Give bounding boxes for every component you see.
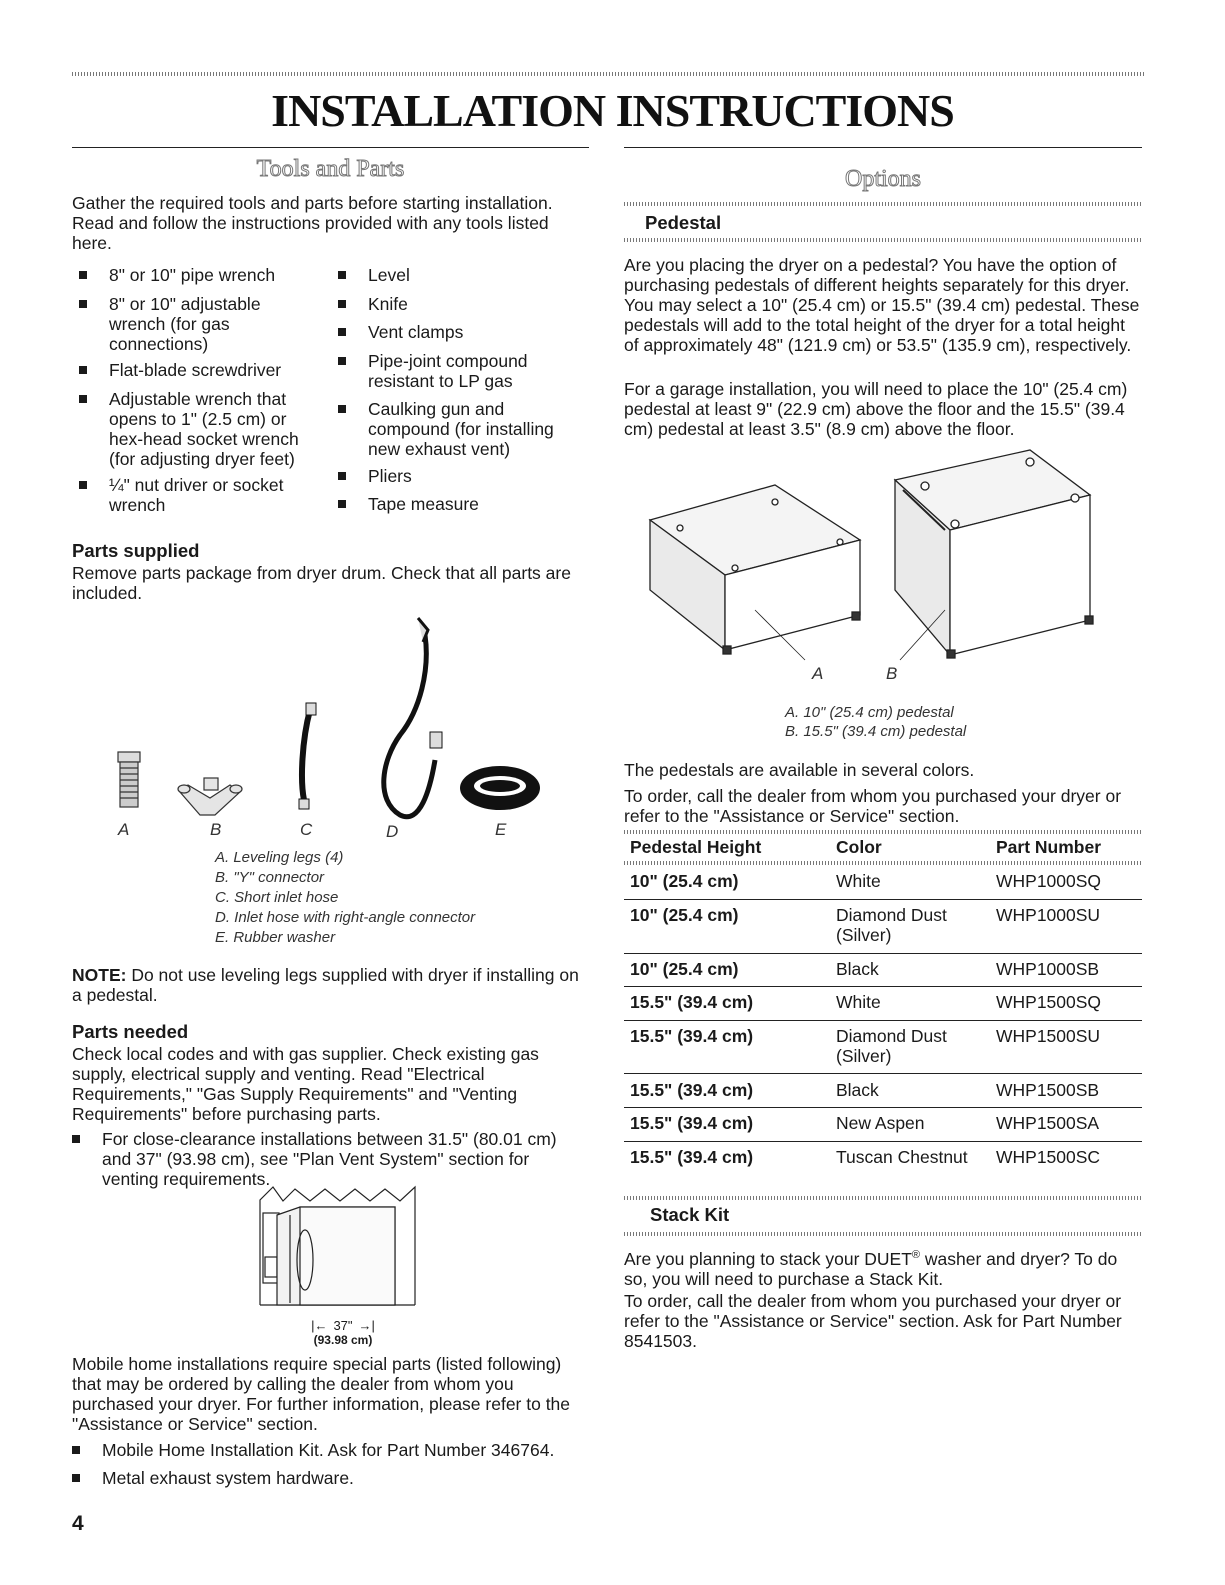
- tool-item: 8" or 10" pipe wrench: [109, 265, 309, 285]
- table-cell-height: 10" (25.4 cm): [630, 905, 739, 925]
- part-letter: E: [495, 820, 507, 839]
- table-cell-height: 15.5" (39.4 cm): [630, 992, 754, 1012]
- table-cell-color: Diamond Dust (Silver): [836, 905, 947, 945]
- stack-kit-heading: Stack Kit: [650, 1204, 730, 1225]
- part-caption: A. Leveling legs (4): [215, 849, 344, 866]
- left-section-rule: [72, 147, 589, 148]
- table-cell-height: 10" (25.4 cm): [630, 959, 739, 979]
- pedestal-letter: B: [886, 664, 898, 683]
- stack-kit-dotted-rule-top: [624, 1196, 1142, 1200]
- tool-item: Pliers: [368, 466, 578, 486]
- tool-item: Level: [368, 265, 578, 285]
- pedestal-heading: Pedestal: [645, 212, 722, 233]
- table-cell-color: Tuscan Chestnut: [836, 1147, 968, 1167]
- right-section-rule: [624, 147, 1142, 148]
- mobile-home-text: Mobile home installations require special parts (listed following) that may be ordered by calling the dealer from whom you purchased your dryer. For further information, please refer to the "Assistance or Service" section.: [72, 1354, 571, 1434]
- stack-kit-dotted-rule-bottom: [624, 1232, 1142, 1236]
- table-row-divider: [624, 1020, 1142, 1021]
- tool-item: Knife: [368, 294, 578, 314]
- parts-needed-bullet: For close-clearance installations between 31.5" (80.01 cm) and 37" (93.98 cm), see "Plan Vent System" section for venting requirements.: [102, 1129, 580, 1189]
- top-dotted-rule: [72, 72, 1144, 76]
- pedestal-dotted-rule-bottom: [624, 238, 1142, 242]
- colors-text: The pedestals are available in several colors.: [624, 760, 975, 780]
- table-cell-color: Diamond Dust (Silver): [836, 1026, 947, 1066]
- table-cell-part: WHP1500SA: [996, 1113, 1100, 1133]
- table-rule-top: [624, 830, 1142, 834]
- pedestal-paragraph-1: Are you placing the dryer on a pedestal? You have the option of purchasing pedestals of different heights separately for this dryer. You may select a 10" (25.4 cm) or 15.5" (39.4 cm) pedestal. These pedestals will add to the total height of the dryer for a total height of approximately 48" (121.9 cm) or 53.5" (135.9 cm), respectively.: [624, 255, 1140, 355]
- table-cell-part: WHP1500SC: [996, 1147, 1101, 1167]
- part-caption: E. Rubber washer: [215, 929, 336, 946]
- part-caption: C. Short inlet hose: [215, 889, 339, 906]
- tool-item: Flat-blade screwdriver: [109, 360, 309, 380]
- table-header: Color: [836, 837, 882, 857]
- parts-needed-heading: Parts needed: [72, 1021, 189, 1042]
- tool-item: Tape measure: [368, 494, 578, 514]
- short-inlet-hose-icon: [299, 703, 316, 809]
- table-cell-part: WHP1000SQ: [996, 871, 1102, 891]
- table-header: Pedestal Height: [630, 837, 762, 857]
- table-rule-header: [624, 861, 1142, 865]
- table-row-divider: [624, 986, 1142, 987]
- tool-item: Pipe-joint compound resistant to LP gas: [368, 351, 568, 391]
- table-cell-height: 15.5" (39.4 cm): [630, 1113, 754, 1133]
- table-cell-part: WHP1500SB: [996, 1080, 1100, 1100]
- tool-item: ¼" nut driver or socket wrench: [109, 475, 309, 515]
- stack-kit-paragraph-2: To order, call the dealer from whom you purchased your dryer or refer to the "Assistance or Service" section. Ask for Part Number 8541503.: [624, 1291, 1122, 1351]
- tool-item: Adjustable wrench that opens to 1" (2.5 cm) or hex-head socket wrench (for adjusting dryer feet): [109, 389, 314, 469]
- table-cell-part: WHP1000SB: [996, 959, 1100, 979]
- pedestal-paragraph-2: For a garage installation, you will need to place the 10" (25.4 cm) pedestal at least 9" (22.9 cm) above the floor and the 15.5" (39.4 cm) pedestal at least 3.5" (8.9 cm) above the floor.: [624, 379, 1128, 439]
- page-title: INSTALLATION INSTRUCTIONS: [271, 85, 954, 136]
- part-caption: B. "Y" connector: [215, 869, 325, 886]
- table-row-divider: [624, 1073, 1142, 1074]
- table-cell-color: Black: [836, 1080, 879, 1100]
- table-cell-height: 15.5" (39.4 cm): [630, 1026, 754, 1046]
- tool-item: 8" or 10" adjustable wrench (for gas connections): [109, 294, 309, 354]
- table-cell-height: 15.5" (39.4 cm): [630, 1080, 754, 1100]
- y-connector-icon: [178, 778, 242, 815]
- parts-supplied-heading: Parts supplied: [72, 540, 200, 561]
- leveling-leg-icon: [118, 752, 140, 807]
- part-caption: D. Inlet hose with right-angle connector: [215, 909, 476, 926]
- table-cell-part: WHP1500SU: [996, 1026, 1101, 1046]
- mobile-bullet: Mobile Home Installation Kit. Ask for Part Number 346764.: [102, 1440, 582, 1460]
- table-cell-color: White: [836, 992, 881, 1012]
- inlet-hose-icon: [384, 618, 442, 817]
- dim-inches: 37": [333, 1318, 353, 1333]
- rubber-washer-icon: [460, 766, 540, 810]
- dim-arrow-left-icon: |←: [311, 1318, 328, 1333]
- part-letter: C: [300, 820, 313, 839]
- note-paragraph: [72, 965, 592, 1005]
- table-row-divider: [624, 1107, 1142, 1108]
- close-clearance-illustration: [255, 1185, 425, 1325]
- dim-arrow-right-icon: →|: [358, 1318, 375, 1333]
- parts-illustration: [100, 600, 560, 840]
- note-text: Do not use leveling legs supplied with dryer if installing on a pedestal.: [72, 965, 579, 1005]
- part-letter: B: [210, 820, 222, 839]
- table-cell-color: Black: [836, 959, 879, 979]
- pedestal-illustration: [645, 450, 1115, 690]
- pedestal-dotted-rule-top: [624, 202, 1142, 206]
- tools-heading: Tools and Parts: [256, 156, 405, 182]
- options-heading: Options: [844, 166, 921, 192]
- part-letter: A: [118, 820, 130, 839]
- table-cell-part: WHP1500SQ: [996, 992, 1102, 1012]
- page-number: 4: [72, 1512, 84, 1535]
- tool-item: Caulking gun and compound (for installing new exhaust vent): [368, 399, 573, 459]
- pedestal-caption: A. 10" (25.4 cm) pedestal: [785, 704, 954, 721]
- dim-cm: (93.98 cm): [313, 1333, 373, 1347]
- order-text: To order, call the dealer from whom you purchased your dryer or refer to the "Assistance or Service" section.: [624, 786, 1122, 826]
- table-cell-color: White: [836, 871, 881, 891]
- part-letter: D: [386, 822, 399, 841]
- note-label: NOTE:: [72, 965, 127, 985]
- mobile-bullet: Metal exhaust system hardware.: [102, 1468, 582, 1488]
- table-row-divider: [624, 953, 1142, 954]
- parts-supplied-text: Remove parts package from dryer drum. Check that all parts are included.: [72, 563, 571, 603]
- table-cell-part: WHP1000SU: [996, 905, 1101, 925]
- stack-kit-paragraph-1: Are you planning to stack your DUET® washer and dryer? To do so, you will need to purchase a Stack Kit.: [624, 1248, 1118, 1289]
- table-cell-color: New Aspen: [836, 1113, 925, 1133]
- table-row-divider: [624, 899, 1142, 900]
- table-cell-height: 15.5" (39.4 cm): [630, 1147, 754, 1167]
- table-cell-height: 10" (25.4 cm): [630, 871, 739, 891]
- tool-item: Vent clamps: [368, 322, 578, 342]
- tools-intro: Gather the required tools and parts before starting installation. Read and follow the instructions provided with any tools listed here.: [72, 193, 553, 253]
- pedestal-letter: A: [812, 664, 824, 683]
- table-row-divider: [624, 1141, 1142, 1142]
- parts-needed-text: Check local codes and with gas supplier. Check existing gas supply, electrical supply and venting. Read "Electrical Requirements," "Gas Supply Requirements" and "Venting Requirements" before purchasing parts.: [72, 1044, 539, 1124]
- clearance-dimension: [283, 1318, 403, 1347]
- pedestal-caption: B. 15.5" (39.4 cm) pedestal: [785, 723, 967, 740]
- table-header: Part Number: [996, 837, 1102, 857]
